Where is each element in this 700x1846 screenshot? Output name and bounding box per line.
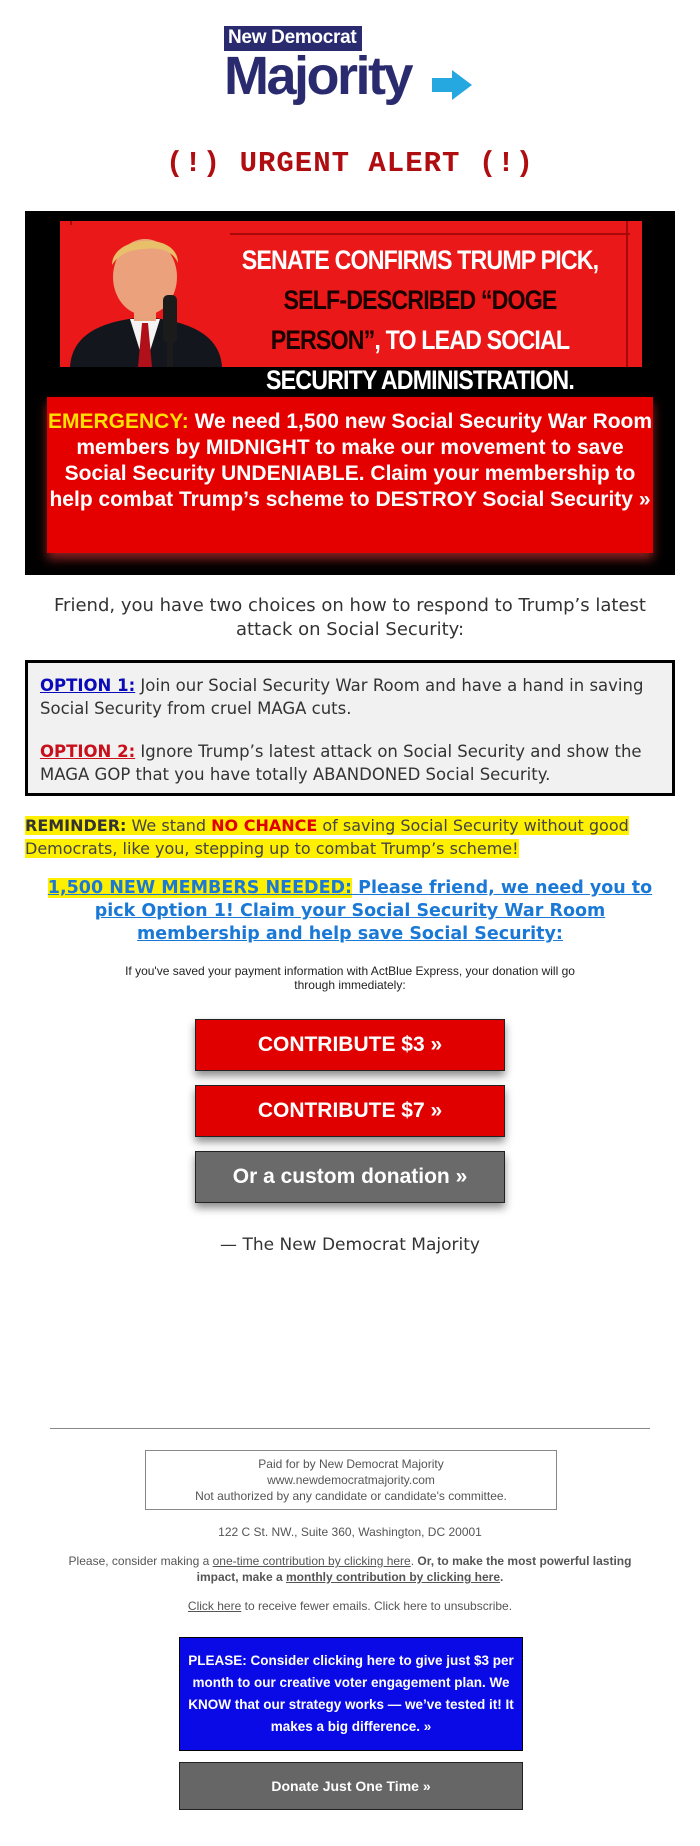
option-2-label[interactable]: OPTION 2:	[40, 742, 136, 761]
option-2-text: Ignore Trump’s latest attack on Social Security and show the MAGA GOP that you have totally ABANDONED Social Security.	[40, 742, 642, 784]
address: 122 C St. NW., Suite 360, Washington, DC 20001	[218, 1525, 482, 1539]
actblue-note: If you've saved your payment information with ActBlue Express, your donation will go through immediately:	[125, 964, 575, 992]
contribute-3-button[interactable]: CONTRIBUTE $3 »	[195, 1019, 505, 1071]
fewer-emails-text: Click here to receive fewer emails. Click here to unsubscribe.	[187, 1599, 513, 1613]
hero-banner[interactable]	[25, 211, 675, 575]
headline-text: SENATE CONFIRMS TRUMP PICK, SELF-DESCRIBED “DOGE PERSON”, TO LEAD SOCIAL SECURITY ADMINISTRATION.	[241, 245, 599, 395]
monthly-donation-button[interactable]: PLEASE: Consider clicking here to give just $3 per month to our creative voter engagement plan. We KNOW that our strategy works — we’ve tested it! It makes a big difference. »	[179, 1637, 523, 1751]
trump-photo-image	[60, 225, 230, 367]
custom-donation-button[interactable]: Or a custom donation »	[195, 1151, 505, 1203]
members-needed-label: 1,500 NEW MEMBERS NEEDED:	[47, 878, 353, 898]
paid-for-box	[145, 1450, 557, 1510]
option-1-text: Join our Social Security War Room and have a hand in saving Social Security from cruel MAGA cuts.	[40, 676, 644, 718]
not-authorized-text: Not authorized by any candidate or candidate's committee.	[195, 1489, 507, 1503]
logo-line2: Majority	[224, 46, 412, 106]
footer-divider	[50, 1428, 650, 1429]
members-needed-link[interactable]	[35, 877, 665, 946]
arrow-icon	[432, 70, 472, 100]
new-democrat-majority-logo[interactable]	[224, 26, 472, 112]
urgent-alert-heading: (!) URGENT ALERT (!)	[165, 147, 535, 180]
option-2	[40, 740, 660, 786]
options-box	[25, 660, 675, 796]
option-1-label[interactable]: OPTION 1:	[40, 676, 136, 695]
paid-by-text: Paid for by New Democrat Majority	[258, 1457, 444, 1471]
contribute-7-button[interactable]: CONTRIBUTE $7 »	[195, 1085, 505, 1137]
reminder-text: REMINDER: We stand NO CHANCE of saving Social Security without good Democrats, like you, stepping up to combat Trump’s scheme!	[25, 816, 629, 858]
intro-text: Friend, you have two choices on how to respond to Trump’s latest attack on Social Security:	[54, 595, 646, 640]
headline-image[interactable]	[60, 221, 642, 395]
members-needed-text: Please friend, we need you to pick Option 1! Claim your Social Security War Room membership and help save Social Security:	[94, 878, 653, 944]
option-1	[40, 674, 660, 720]
consider-contribution-text: Please, consider making a one-time contribution by clicking here. Or, to make the most powerful lasting impact, make a monthly contribution by clicking here.	[68, 1554, 632, 1584]
emergency-text: We need 1,500 new Social Security War Room members by MIDNIGHT to make our movement to save Social Security UNDENIABLE. Claim your membership to help combat Trump’s scheme to DESTROY Social Security »	[49, 410, 653, 511]
emergency-label: EMERGENCY:	[47, 410, 189, 433]
monthly-contribution-link[interactable]: monthly contribution by clicking here	[286, 1570, 501, 1584]
emergency-cta-button[interactable]	[47, 397, 653, 553]
one-time-contribution-link[interactable]: one-time contribution by clicking here	[212, 1554, 411, 1568]
fewer-emails-link[interactable]: Click here	[187, 1599, 242, 1613]
signature: — The New Democrat Majority	[220, 1235, 480, 1255]
website-text: www.newdemocratmajority.com	[267, 1473, 435, 1487]
logo-line1: New Democrat	[224, 26, 362, 51]
donate-one-time-button[interactable]: Donate Just One Time »	[179, 1762, 523, 1810]
